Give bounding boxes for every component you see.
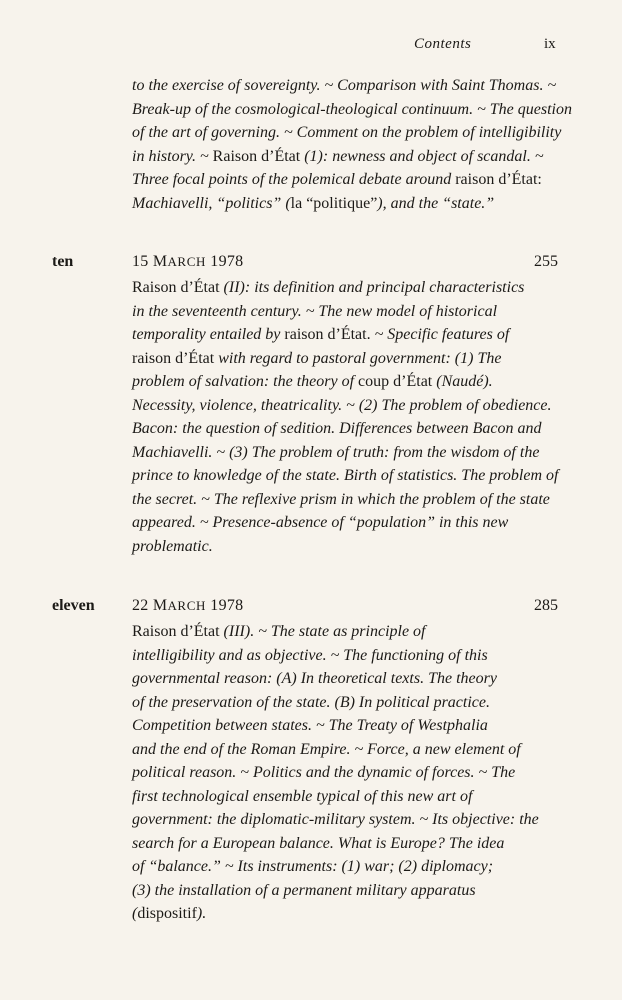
text-line: problematic.	[132, 537, 213, 555]
text-line: intelligibility and as objective. ~ The functioning of this	[132, 646, 488, 664]
text-line: raison d’État with regard to pastoral government: (1) The	[132, 349, 502, 367]
section-page-number: 255	[534, 253, 558, 270]
running-head-title: Contents	[414, 36, 472, 52]
text-line: political reason. ~ Politics and the dynamic of forces. ~ The	[132, 764, 516, 781]
text-line: Machiavelli, “politics” (la “politique”), and the “state.”	[132, 194, 495, 212]
text-line: Break-up of the cosmological-theological continuum. ~ The question	[132, 100, 572, 118]
text-line: problem of salvation: the theory of coup d’État (Naudé).	[132, 373, 493, 390]
text-line: of “balance.” ~ Its instruments: (1) war; (2) diplomacy;	[132, 858, 494, 875]
section-page-number: 285	[534, 597, 558, 614]
text-line: (3) the installation of a permanent military apparatus	[132, 881, 476, 899]
intro-paragraph	[132, 74, 570, 215]
text-line: Necessity, violence, theatricality. ~ (2) The problem of obedience.	[132, 396, 552, 414]
text-line: Competition between states. ~ The Treaty of Westphalia	[132, 717, 488, 734]
text-line: Raison d’État (II): its definition and principal characteristics	[132, 279, 525, 296]
text-line: Three focal points of the polemical debate around raison d’État:	[132, 171, 542, 188]
section-number: eleven	[52, 597, 95, 614]
running-head	[414, 36, 564, 53]
text-line: the secret. ~ The reflexive prism in which the problem of the state	[132, 490, 550, 508]
text-line: Raison d’État (III). ~ The state as principle of	[132, 623, 426, 640]
section-date: 22 MARCH 1978	[132, 597, 244, 614]
text-line: and the end of the Roman Empire. ~ Force, a new element of	[132, 740, 521, 758]
section-body	[132, 276, 566, 558]
text-line: government: the diplomatic-military system. ~ Its objective: the	[132, 811, 539, 828]
section-number: ten	[52, 253, 74, 270]
text-line: governmental reason: (A) In theoretical texts. The theory	[132, 670, 497, 687]
text-line: Bacon: the question of sedition. Differences between Bacon and	[132, 420, 542, 437]
text-line: first technological ensemble typical of this new art of	[132, 787, 473, 805]
text-line: in the seventeenth century. ~ The new model of historical	[132, 302, 498, 320]
text-line: to the exercise of sovereignty. ~ Comparison with Saint Thomas. ~	[132, 77, 557, 94]
text-line: of the preservation of the state. (B) In political practice.	[132, 693, 490, 711]
text-line: search for a European balance. What is Europe? The idea	[132, 834, 505, 852]
text-line: temporality entailed by raison d’État. ~ Specific features of	[132, 326, 510, 343]
text-line: Machiavelli. ~ (3) The problem of truth: from the wisdom of the	[132, 443, 540, 461]
text-line: appeared. ~ Presence-absence of “population” in this new	[132, 514, 509, 531]
section-date: 15 MARCH 1978	[132, 253, 244, 270]
text-line: prince to knowledge of the state. Birth of statistics. The problem of	[132, 467, 559, 484]
text-line: in history. ~ Raison d’État (1): newness and object of scandal. ~	[132, 147, 544, 165]
text-line: (dispositif).	[132, 905, 207, 922]
section-body	[132, 620, 566, 926]
running-head-page-number: ix	[544, 36, 556, 52]
text-line: of the art of governing. ~ Comment on the problem of intelligibility	[132, 124, 562, 141]
